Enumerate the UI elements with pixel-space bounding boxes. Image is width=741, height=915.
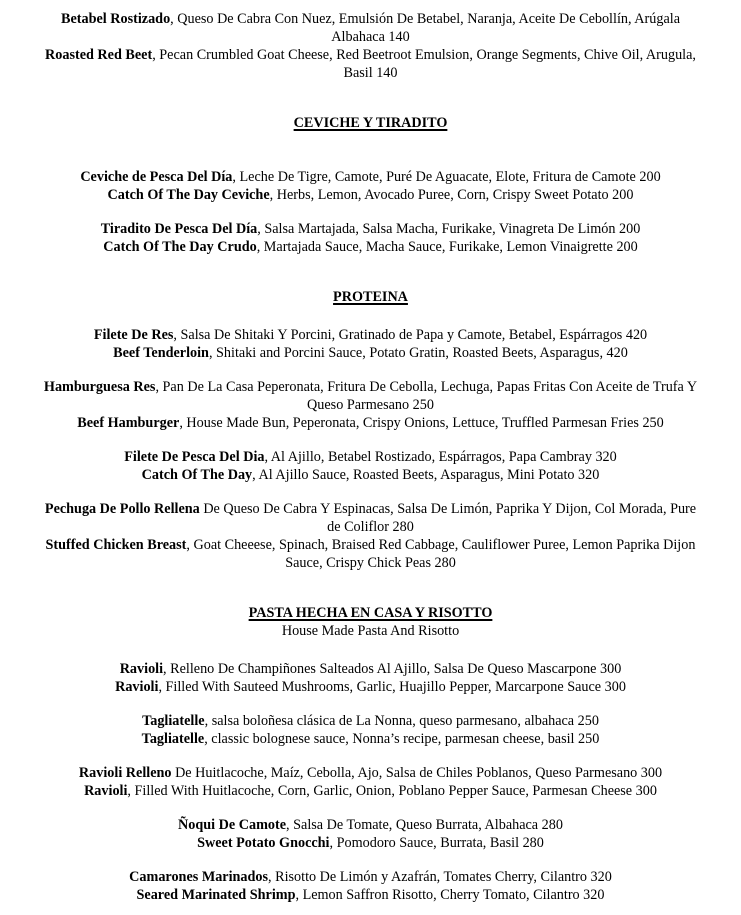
- item-name: Tagliatelle: [141, 731, 205, 747]
- menu-item-noqui: [41, 816, 701, 852]
- item-description: , Salsa Martajada, Salsa Macha, Furikake, Vinagreta De Limón 200: [257, 221, 641, 237]
- item-description: , Filled With Sauteed Mushrooms, Garlic, Huajillo Pepper, Marcarpone Sauce 300: [158, 679, 626, 695]
- item-description: , Relleno De Champiñones Salteados Al Ajillo, Salsa De Queso Mascarpone 300: [163, 661, 622, 677]
- item-english-line: [41, 238, 701, 256]
- item-name: Betabel Rostizado: [61, 11, 171, 27]
- menu-item-betabel: [41, 10, 701, 82]
- item-spanish-line: [41, 764, 701, 782]
- menu-item-filete-pesca: [41, 448, 701, 484]
- item-name: Ceviche de Pesca Del Día: [80, 169, 233, 185]
- item-name: Sweet Potato Gnocchi: [197, 835, 330, 851]
- item-name: Ravioli Relleno: [78, 765, 172, 781]
- item-description: , Pan De La Casa Peperonata, Fritura De Cebolla, Lechuga, Papas Fritas Con Aceite de Trufa Y Queso Parmesano 250: [155, 379, 698, 413]
- item-spanish-line: [41, 10, 701, 46]
- item-description: , Pecan Crumbled Goat Cheese, Red Beetroot Emulsion, Orange Segments, Chive Oil, Arugula, Basil 140: [152, 47, 696, 81]
- section-subtitle-pasta: House Made Pasta And Risotto: [281, 623, 460, 639]
- item-description: , Al Ajillo, Betabel Rostizado, Espárragos, Papa Cambray 320: [264, 449, 617, 465]
- item-spanish-line: [41, 712, 701, 730]
- item-name: Ravioli: [119, 661, 164, 677]
- item-english-line: [41, 730, 701, 748]
- item-description: De Queso De Cabra Y Espinacas, Salsa De Limón, Paprika Y Dijon, Col Morada, Pure de Coliflor 280: [199, 501, 697, 535]
- menu-item-ravioli-champinones: [41, 660, 701, 696]
- item-description: , Risotto De Limón y Azafrán, Tomates Cherry, Cilantro 320: [268, 869, 612, 885]
- item-name: Ravioli: [84, 783, 128, 799]
- menu-item-camarones: [41, 868, 701, 904]
- menu-item-hamburguesa: [41, 378, 701, 432]
- item-description: , Leche De Tigre, Camote, Puré De Aguacate, Elote, Fritura de Camote 200: [232, 169, 661, 185]
- item-spanish-line: [41, 500, 701, 536]
- menu-item-ravioli-huitlacoche: [41, 764, 701, 800]
- item-name: Ravioli: [115, 679, 159, 695]
- menu-item-pechuga: [41, 500, 701, 572]
- item-name: Camarones Marinados: [129, 869, 269, 885]
- item-description: , Lemon Saffron Risotto, Cherry Tomato, Cilantro 320: [295, 887, 605, 903]
- item-english-line: [41, 782, 701, 800]
- item-name: Pechuga De Pollo Rellena: [44, 501, 200, 517]
- item-name: Seared Marinated Shrimp: [136, 887, 296, 903]
- item-spanish-line: [41, 660, 701, 678]
- item-name: Hamburguesa Res: [43, 379, 156, 395]
- item-english-line: [41, 834, 701, 852]
- item-name: Catch Of The Day Ceviche: [107, 187, 270, 203]
- item-spanish-line: [41, 868, 701, 886]
- item-name: Beef Tenderloin: [113, 345, 209, 361]
- item-spanish-line: [41, 326, 701, 344]
- item-description: , Salsa De Tomate, Queso Burrata, Albahaca 280: [286, 817, 563, 833]
- item-name: Filete De Pesca Del Dia: [124, 449, 265, 465]
- item-description: , Goat Cheeese, Spinach, Braised Red Cabbage, Cauliflower Puree, Lemon Paprika Dijon Sauce, Crispy Chick Peas 280: [186, 537, 696, 571]
- item-name: Filete De Res: [93, 327, 174, 343]
- item-spanish-line: [41, 168, 701, 186]
- item-description: , Al Ajillo Sauce, Roasted Beets, Asparagus, Mini Potato 320: [252, 467, 600, 483]
- item-description: , classic bolognese sauce, Nonna’s recipe, parmesan cheese, basil 250: [204, 731, 600, 747]
- item-name: Stuffed Chicken Breast: [45, 537, 187, 553]
- item-description: , Filled With Huitlacoche, Corn, Garlic, Onion, Poblano Pepper Sauce, Parmesan Cheese 300: [127, 783, 657, 799]
- menu-item-filete-res: [41, 326, 701, 362]
- item-english-line: [41, 536, 701, 572]
- item-spanish-line: [41, 448, 701, 466]
- item-description: , Martajada Sauce, Macha Sauce, Furikake, Lemon Vinaigrette 200: [256, 239, 638, 255]
- menu-item-tiradito: [41, 220, 701, 256]
- item-description: , Pomodoro Sauce, Burrata, Basil 280: [329, 835, 544, 851]
- menu-item-ceviche: [41, 168, 701, 204]
- item-spanish-line: [41, 378, 701, 414]
- item-name: Catch Of The Day Crudo: [103, 239, 257, 255]
- item-english-line: [41, 46, 701, 82]
- item-name: Roasted Red Beet: [45, 47, 153, 63]
- item-description: , Herbs, Lemon, Avocado Puree, Corn, Crispy Sweet Potato 200: [269, 187, 634, 203]
- item-spanish-line: [41, 816, 701, 834]
- item-description: De Huitlacoche, Maíz, Cebolla, Ajo, Salsa de Chiles Poblanos, Queso Parmesano 300: [171, 765, 663, 781]
- item-english-line: [41, 414, 701, 432]
- item-description: , Queso De Cabra Con Nuez, Emulsión De Betabel, Naranja, Aceite De Cebollín, Arúgala Albahaca 140: [170, 11, 680, 45]
- item-name: Catch Of The Day: [141, 467, 253, 483]
- item-name: Tagliatelle: [142, 713, 205, 729]
- section-title-pasta: PASTA HECHA EN CASA Y RISOTTO: [248, 605, 493, 621]
- section-title-proteina: PROTEINA: [333, 289, 408, 305]
- item-spanish-line: [41, 220, 701, 238]
- item-description: , House Made Bun, Peperonata, Crispy Onions, Lettuce, Truffled Parmesan Fries 250: [179, 415, 664, 431]
- item-name: Beef Hamburger: [77, 415, 180, 431]
- section-title-ceviche: CEVICHE Y TIRADITO: [293, 115, 448, 131]
- item-name: Ñoqui De Camote: [178, 817, 287, 833]
- item-description: , Salsa De Shitaki Y Porcini, Gratinado de Papa y Camote, Betabel, Espárragos 420: [173, 327, 648, 343]
- item-english-line: [41, 466, 701, 484]
- item-description: , Shitaki and Porcini Sauce, Potato Gratin, Roasted Beets, Asparagus, 420: [208, 345, 628, 361]
- item-english-line: [41, 186, 701, 204]
- item-english-line: [41, 344, 701, 362]
- item-name: Tiradito De Pesca Del Día: [100, 221, 258, 237]
- item-description: , salsa boloñesa clásica de La Nonna, queso parmesano, albahaca 250: [204, 713, 599, 729]
- menu-item-tagliatelle: [41, 712, 701, 748]
- item-english-line: [41, 678, 701, 696]
- item-english-line: [41, 886, 701, 904]
